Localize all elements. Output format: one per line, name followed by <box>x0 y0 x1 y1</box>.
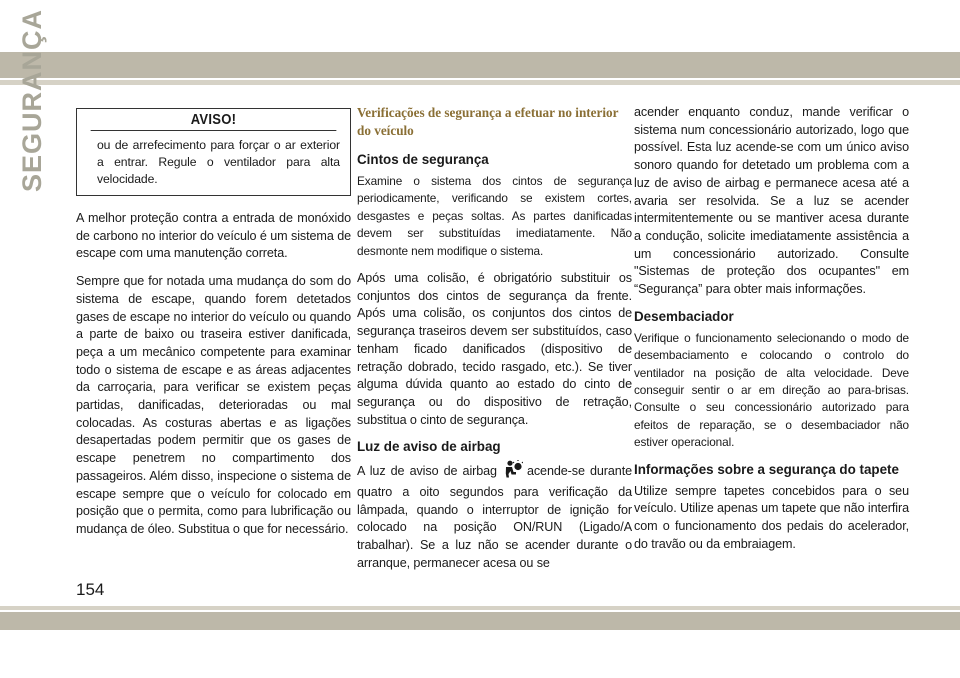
airbag-text-before: A luz de aviso de airbag <box>357 464 497 479</box>
paragraph-airbag-continued: acender enquanto conduz, mande verificar o sistema num concessionário autorizado, logo que possível. Esta luz acende-se com um único aviso sonoro quando for detetado um problema com a luz de aviso de airbag e permanece acesa até a avaria ser resolvida. Se a luz se acender intermitentemente ou se mantiver acesa durante a condução, solicite imediatamente assistência a um concessionário autorizado. Consulte "Sistemas de proteção dos ocupantes" em “Segurança” para obter mais informações. <box>634 105 909 297</box>
header-band <box>0 52 960 78</box>
airbag-warning-icon <box>501 460 523 484</box>
subheading-floor-mat: Informações sobre a segurança do tapete <box>634 461 899 477</box>
paragraph-co-protection: A melhor proteção contra a entrada de monóxido de carbono no interior do veículo é um sistema de escape com uma manutenção correta. <box>76 211 351 261</box>
paragraph-exhaust-check: Sempre que for notada uma mudança do som do sistema de escape, quando forem detetados gases de escape no interior do veículo ou quando a parte de baixo ou traseira estiver danificada, peça a um mecânico competente para examinar todo o sistema de escape e as áreas adjacentes da carroçaria, para verificar se existem peças partidas, danificadas, deterioradas ou mal colocadas. As costuras abertas e as ligações desapertadas podem permitir que os gases de escape penetrem no compartimento dos passageiros. Além disso, inspecione o sistema de escape sempre que o veículo for colocado em posição que o permita, como para lubrificação ou mudança de óleo. Substitua o que for necessário. <box>76 274 351 536</box>
paragraph-defroster: Verifique o funcionamento selecionando o modo de desembaciamento e colocando o controlo do ventilador na posição de alta velocidade. Deve conseguir sentir o ar em direção ao para-brisas. Consulte o seu concessionário autorizado para efeitos de reparação, se o desembaciador não estiver operacional. <box>634 330 909 450</box>
paragraph-airbag-light <box>357 460 632 572</box>
section-side-title: SEGURANÇA <box>17 8 47 192</box>
paragraph-seatbelt-replacement: Após uma colisão, é obrigatório substituir os conjuntos dos cintos de segurança da frente. Após uma colisão, os conjuntos dos cintos de segurança traseiros devem ser substituídos, caso tenham ficado danificados (dispositivo de retração dobrado, tecido rasgado, etc.). Se tiver alguma dúvida quanto ao estado do cinto de segurança ou do dispositivo de retração, substitua o cinto de segurança. <box>357 271 632 427</box>
paragraph-floor-mat: Utilize sempre tapetes concebidos para o seu veículo. Utilize apenas um tapete que não interfira com o funcionamento dos pedais do acelerador, do travão ou da embraiagem. <box>634 483 909 551</box>
header-stripe <box>0 80 960 85</box>
column-left <box>76 104 351 549</box>
warning-body <box>77 131 350 195</box>
warning-box <box>76 108 351 196</box>
subheading-airbag-light: Luz de aviso de airbag <box>357 439 501 455</box>
subheading-seatbelts: Cintos de segurança <box>357 152 489 167</box>
page-number: 154 <box>76 580 105 599</box>
column-middle <box>357 104 632 583</box>
warning-text: ou de arrefecimento para forçar o ar exterior a entrar. Regule o ventilador para alta velocidade. <box>97 138 340 186</box>
warning-title: AVISO! <box>91 109 337 131</box>
subheading-defroster: Desembaciador <box>634 308 734 324</box>
airbag-text-after: acende-se durante quatro a oito segundos para verificação da lâmpada, quando o interruptor de ignição for colocado na posição ON/RUN (Ligado/A trabalhar). Se a luz não se acender durante o arranque, permanecer acesa ou se <box>357 464 633 570</box>
footer-stripe <box>0 606 960 610</box>
column-right <box>634 104 909 563</box>
footer-band <box>0 612 960 630</box>
section-heading: Verificações de segurança a efetuar no interior do veículo <box>357 105 619 138</box>
paragraph-seatbelt-inspection: Examine o sistema dos cintos de segurança periodicamente, verificando se existem cortes, desgastes e peças soltas. As partes danificadas devem ser substituídas imediatamente. Não desmonte nem modifique o sistema. <box>357 174 632 258</box>
